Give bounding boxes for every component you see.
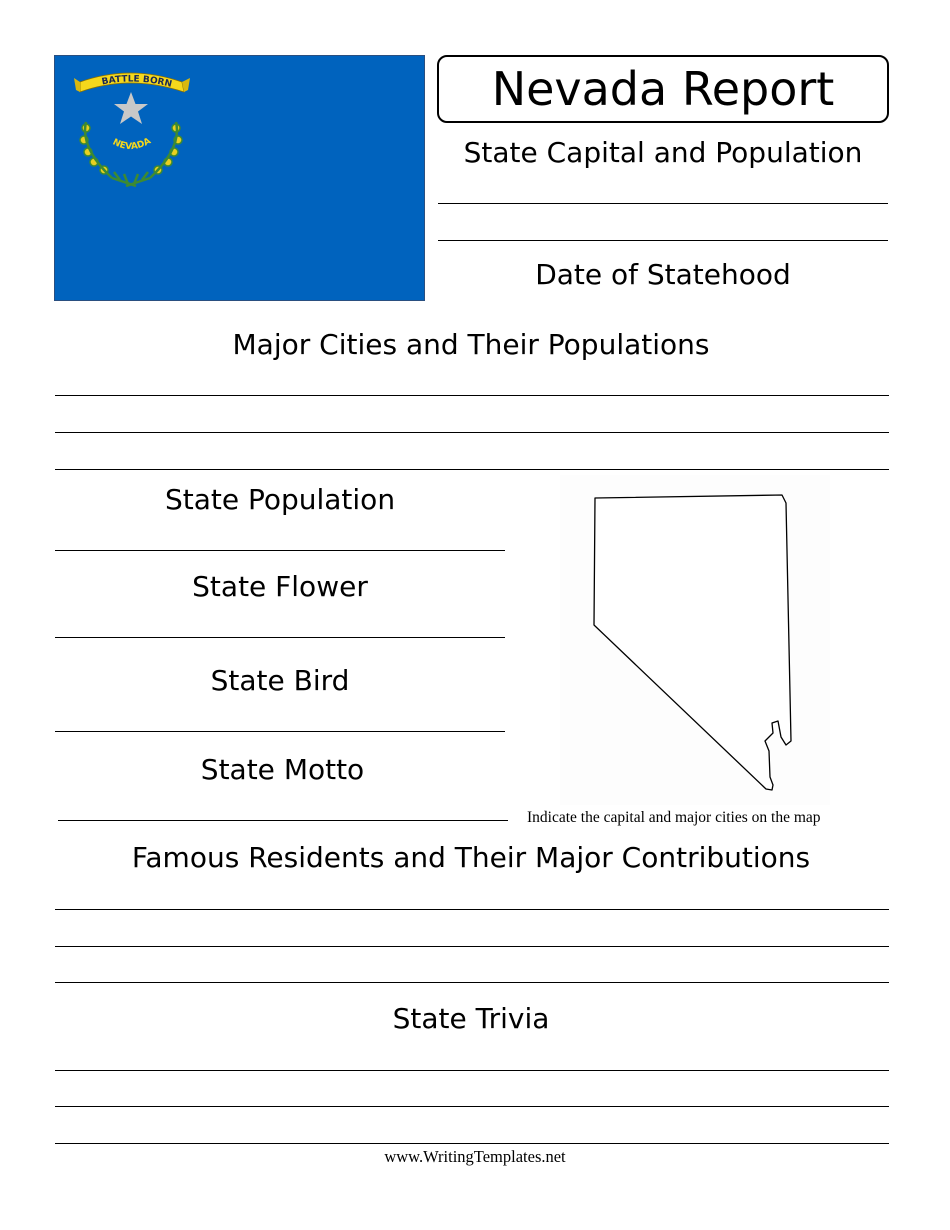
trivia-heading: State Trivia — [392, 1002, 550, 1035]
cities-line[interactable] — [55, 432, 889, 433]
cities-line[interactable] — [55, 469, 889, 470]
flag-emblem — [72, 68, 192, 198]
residents-line[interactable] — [55, 946, 889, 947]
star-icon — [114, 92, 148, 124]
nevada-map[interactable] — [560, 475, 830, 805]
bird-line[interactable] — [55, 731, 505, 732]
map-caption: Indicate the capital and major cities on the map — [527, 809, 821, 826]
cities-heading: Major Cities and Their Populations — [232, 328, 710, 361]
flag-banner-text: BATTLE BORN — [100, 74, 173, 90]
title-box — [437, 55, 889, 123]
residents-line[interactable] — [55, 982, 889, 983]
population-heading: State Population — [164, 483, 396, 516]
statehood-heading: Date of Statehood — [535, 258, 791, 291]
trivia-line[interactable] — [55, 1070, 889, 1071]
capital-line[interactable] — [438, 240, 888, 241]
trivia-line[interactable] — [55, 1106, 889, 1107]
population-line[interactable] — [55, 550, 505, 551]
flower-line[interactable] — [55, 637, 505, 638]
capital-heading: State Capital and Population — [463, 136, 863, 169]
motto-heading: State Motto — [200, 753, 365, 786]
motto-line[interactable] — [58, 820, 508, 821]
footer-url: www.WritingTemplates.net — [384, 1147, 566, 1166]
residents-line[interactable] — [55, 909, 889, 910]
flower-heading: State Flower — [192, 570, 368, 603]
page-title: Nevada Report — [491, 62, 835, 116]
capital-line[interactable] — [438, 203, 888, 204]
nevada-flag — [54, 55, 425, 301]
flag-wreath-text: NEVADA — [110, 136, 153, 153]
svg-text:NEVADA — [111, 136, 153, 152]
residents-heading: Famous Residents and Their Major Contributions — [131, 841, 811, 874]
trivia-line[interactable] — [55, 1143, 889, 1144]
cities-line[interactable] — [55, 395, 889, 396]
bird-heading: State Bird — [210, 664, 350, 697]
